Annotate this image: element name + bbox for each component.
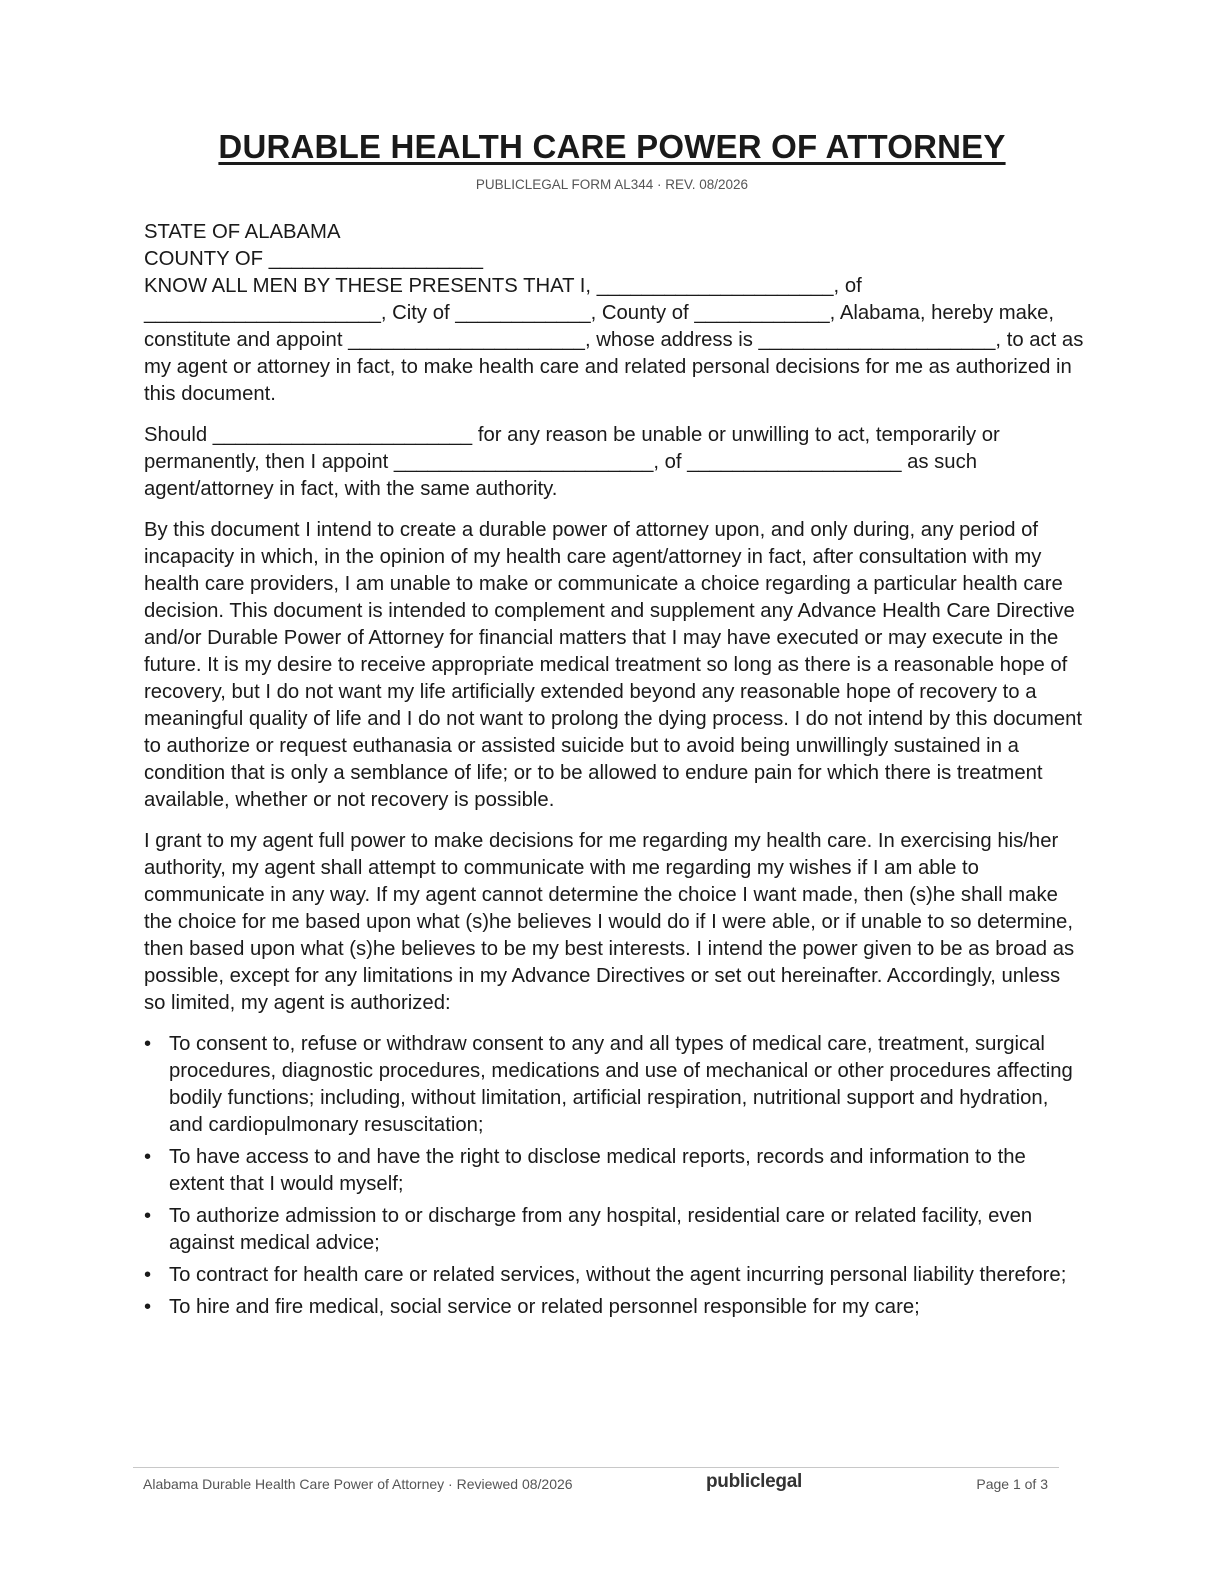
page-number: Page 1 of 3 xyxy=(976,1476,1048,1492)
grant-paragraph: I grant to my agent full power to make decisions for me regarding my health care. In exercising his/her authority, my agent shall attempt to communicate with me regarding my wishes if I am able to communicate in any way. If my agent cannot determine the choice I want made, then (s)he shall make the choice for me based upon what (s)he believes I would do if I were able, or if unable to so determine, then based upon what (s)he believes to be my best interests. I intend the power given to be as broad as possible, except for any limitations in my Advance Directives or set out hereinafter. Accordingly, unless so limited, my agent is authorized: xyxy=(144,830,1075,1014)
state-line: STATE OF ALABAMA xyxy=(144,221,341,243)
authority-list xyxy=(144,1031,1084,1321)
list-item-text: To have access to and have the right to disclose medical reports, records and information to the extent that I would myself; xyxy=(169,1146,1026,1195)
bullet-icon: • xyxy=(144,1146,152,1168)
list-item-text: To hire and fire medical, social service or related personnel responsible for my care; xyxy=(169,1296,920,1318)
footer-divider xyxy=(133,1467,1059,1468)
list-item xyxy=(144,1031,1084,1139)
bullet-icon: • xyxy=(144,1205,152,1227)
alternate-agent-paragraph: Should _______________________ for any reason be unable or unwilling to act, temporarily or permanently, then I appoint _______________________, of ___________________ as such agent/attorney in fact, with the same authority. xyxy=(144,424,1000,500)
list-item xyxy=(144,1203,1084,1257)
list-item xyxy=(144,1294,1084,1321)
bullet-icon: • xyxy=(144,1033,152,1055)
intent-paragraph: By this document I intend to create a durable power of attorney upon, and only during, any period of incapacity in which, in the opinion of my health care agent/attorney in fact, after consultation with my health care providers, I am unable to make or communicate a choice regarding a particular health care decision. This document is intended to complement and supplement any Advance Health Care Directive and/or Durable Power of Attorney for financial matters that I may have executed or may execute in the future. It is my desire to receive appropriate medical treatment so long as there is a reasonable hope of recovery, but I do not want my life artificially extended beyond any reasonable hope of recovery to a meaningful quality of life and I do not want to prolong the dying process. I do not intend by this document to authorize or request euthanasia or assisted suicide but to avoid being unwillingly sustained in a condition that is only a semblance of life; or to be allowed to endure pain for which there is treatment available, whether or not recovery is possible. xyxy=(144,519,1083,811)
bullet-icon: • xyxy=(144,1296,152,1318)
list-item-text: To contract for health care or related services, without the agent incurring personal liability therefore; xyxy=(169,1264,1067,1286)
list-item xyxy=(144,1262,1084,1289)
bullet-icon: • xyxy=(144,1264,152,1286)
footer-document-name: Alabama Durable Health Care Power of Attorney · Reviewed 08/2026 xyxy=(143,1476,573,1492)
list-item xyxy=(144,1144,1084,1198)
list-item-text: To consent to, refuse or withdraw consent to any and all types of medical care, treatment, surgical procedures, diagnostic procedures, medications and use of mechanical or other procedures affecting bodily functions; including, without limitation, artificial respiration, nutritional support and hydration, and cardiopulmonary resuscitation; xyxy=(169,1033,1073,1136)
document-title: DURABLE HEALTH CARE POWER OF ATTORNEY xyxy=(218,128,1006,165)
form-number: PUBLICLEGAL FORM AL344 · REV. 08/2026 xyxy=(475,177,749,192)
publiclegal-logo: publiclegal xyxy=(706,1471,802,1492)
appointment-paragraph: KNOW ALL MEN BY THESE PRESENTS THAT I, _____________________, of _____________________, City of ____________, County of ____________, Alabama, hereby make, constitute and appoint _____________________, whose address is _____________________, to act as my agent or attorney in fact, to make health care and related personal decisions for me as authorized in this document. xyxy=(144,275,1084,405)
county-line: COUNTY OF ___________________ xyxy=(144,248,484,270)
document-body xyxy=(144,219,1084,1326)
list-item-text: To authorize admission to or discharge from any hospital, residential care or related facility, even against medical advice; xyxy=(169,1205,1033,1254)
